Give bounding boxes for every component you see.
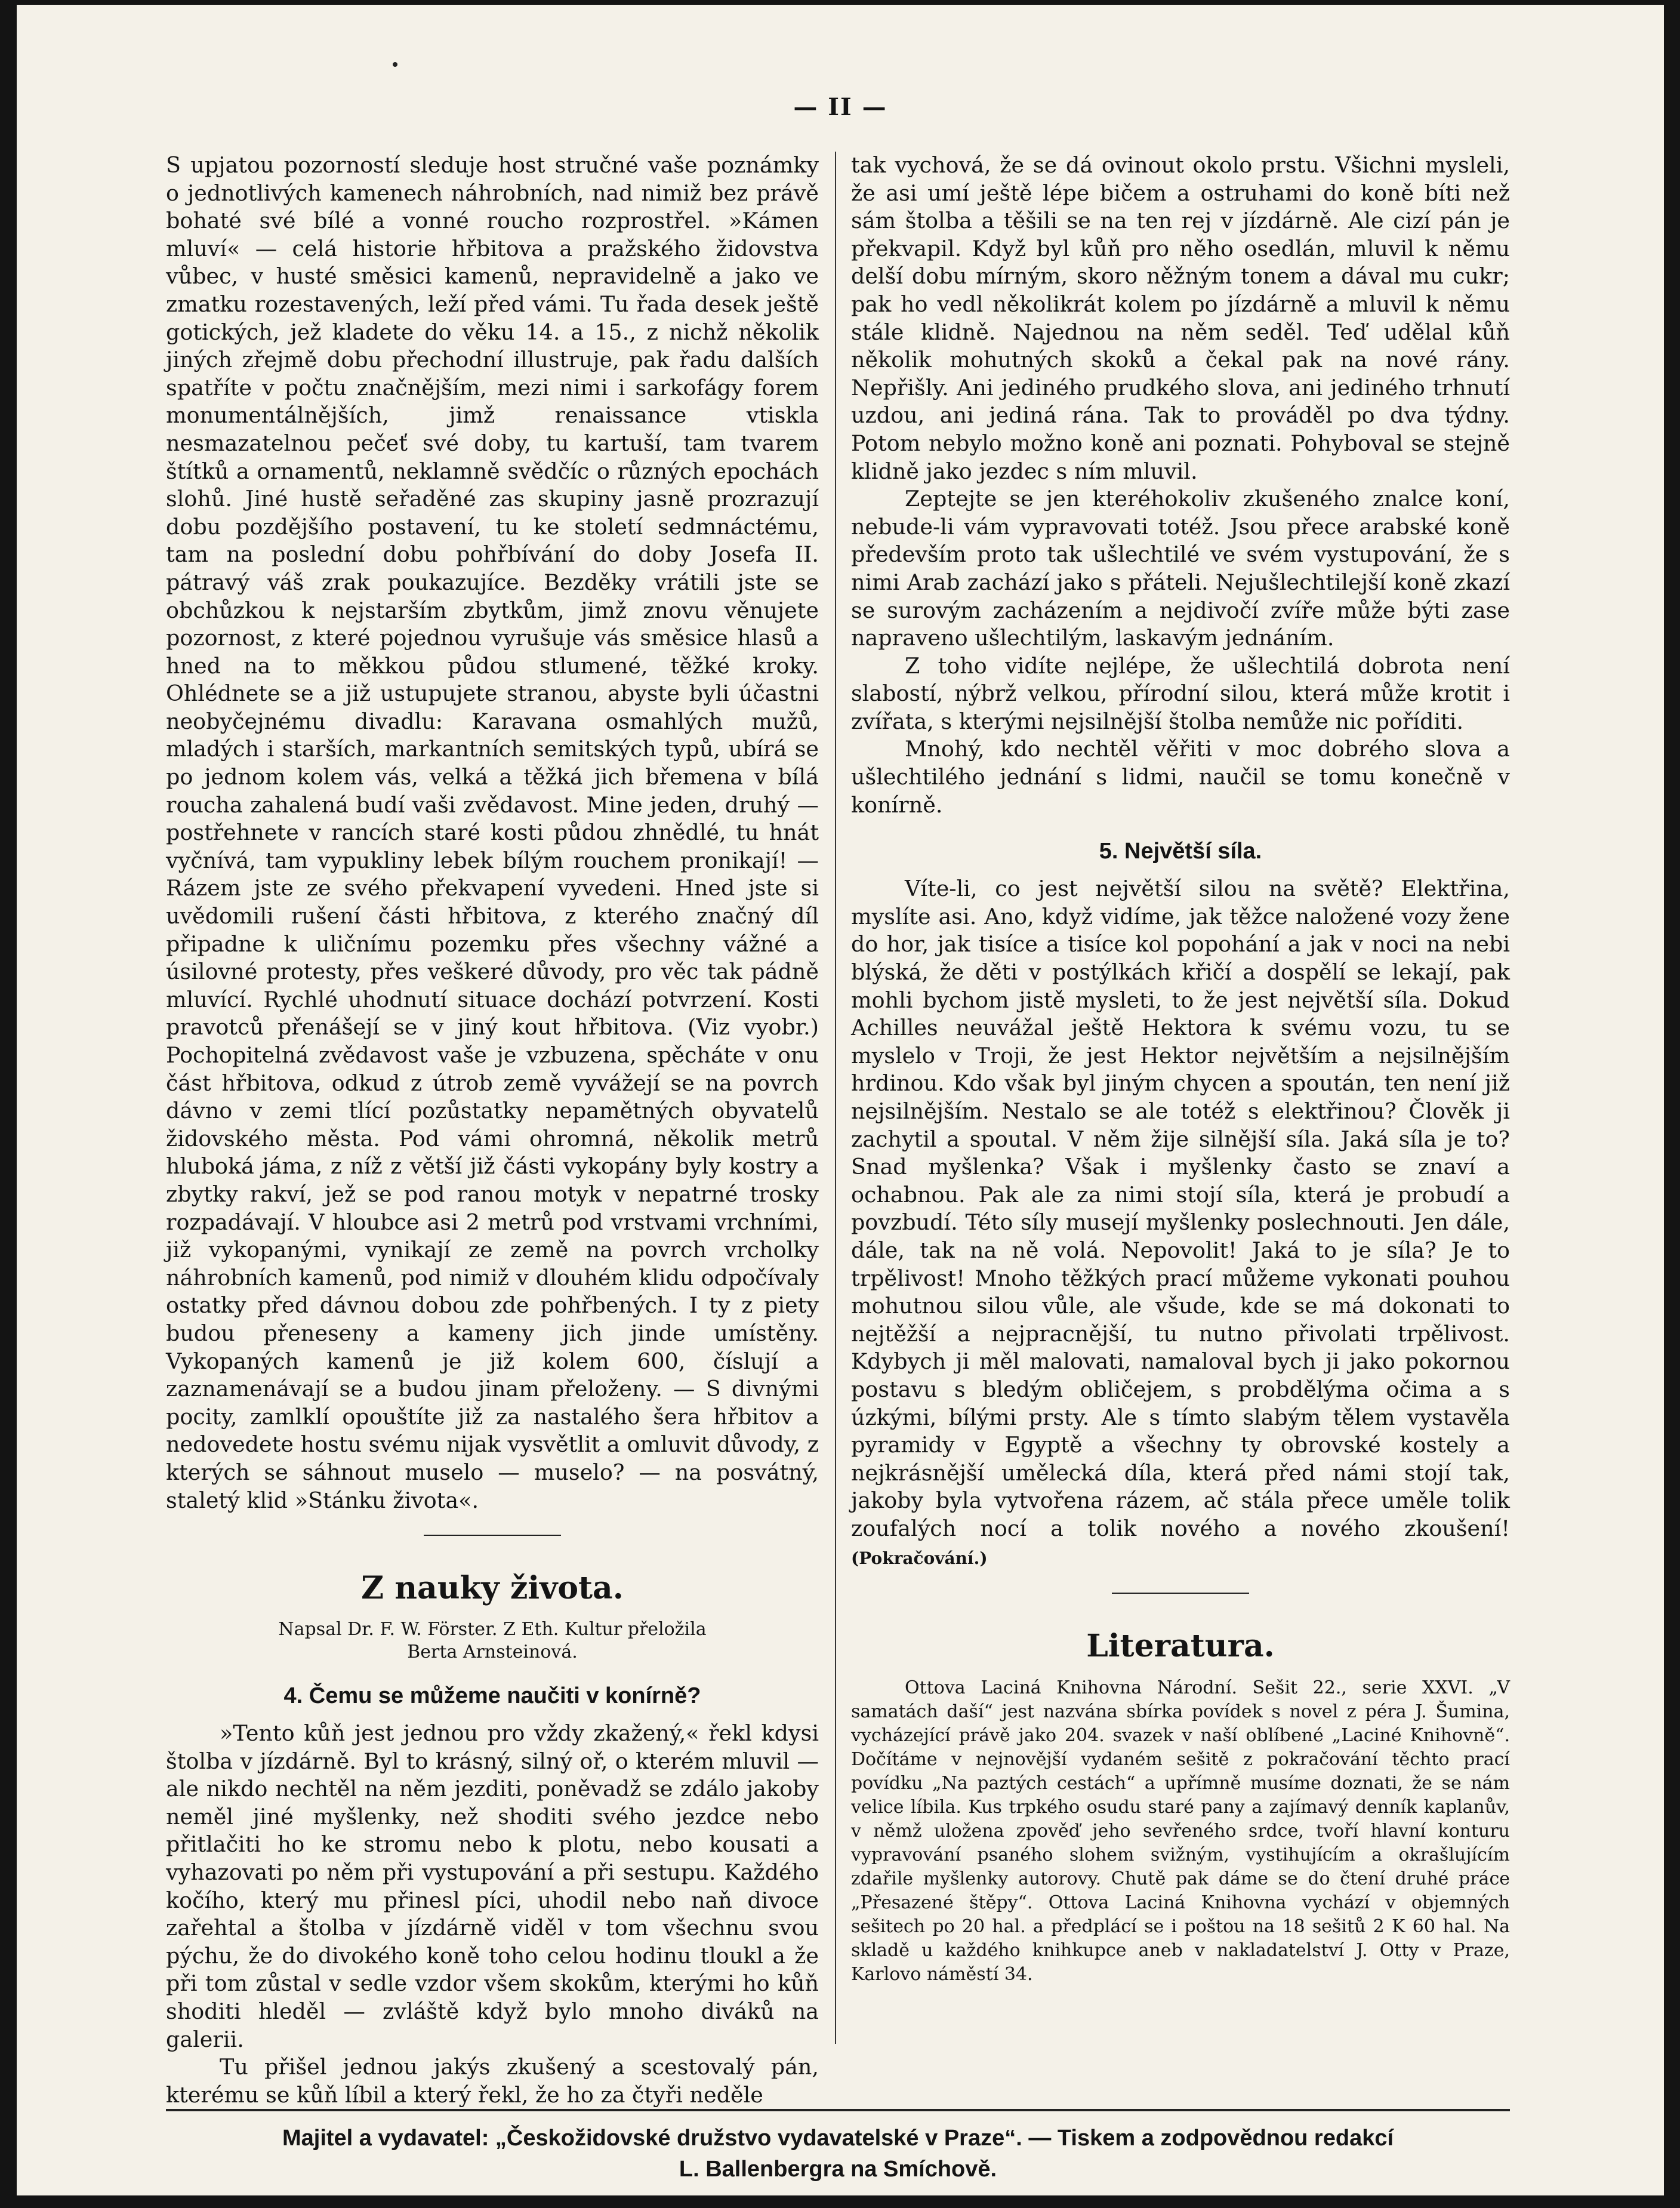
footer-printer: L. Ballenbergra na Smíchově. <box>679 2157 997 2182</box>
byline <box>166 1618 819 1664</box>
body-paragraph: Z toho vidíte nejlépe, že ušlechtilá dobrota není slabostí, nýbrž velkou, přírodní silou, která může krotit i zvířata, s kterými nejsilnější štolba nemůže nic poříditi. <box>851 652 1510 734</box>
body-paragraph: Mnohý, kdo nechtěl věřiti v moc dobrého slova a ušlechtilého jednání s lidmi, naučil se tomu konečně v konírně. <box>851 736 1510 818</box>
body-paragraph <box>851 875 1510 1572</box>
cemetery-paragraph: S upjatou pozorností sleduje host stručné vaše poznámky o jednotlivých kamenech náhrobních, nad nimiž bez právě bohaté své bílé a vonné roucho rozprostřel. »Kámen mluví« — celá historie hřbitova a pražského židovstva vůbec, v husté směsici kamenů, nepravidelně a jako ve zmatku rozestavených, leží před vámi. Tu řada desek ještě gotických, jež kladete do věku 14. a 15., z nichž několik jiných zřejmě dobu přechodní illustruje, pak řadu dalších spatříte v počtu značnějším, mezi nimi i sarkofágy forem monumentálnějších, jimž renaissance vtiskla nesmazatelnou pečeť své doby, tu kartuší, tam tvarem štítků a ornamentů, neklamně svědčíc o různých epochách slohů. Jiné hustě seřaděné zas skupiny jasně prozrazují dobu pozdějšího postavení, tu ke století sedmnáctému, tam na poslední dobu pohřbívání do doby Josefa II. pátravý váš zrak poukazujíce. Bezděky vrátili jste se obchůzkou k nejstarším zbytkům, jimž znovu věnujete pozornost, z které pojednou vyrušuje vás směsice hlasů a hned na to měkkou půdou stlumené, těžké kroky. Ohlédnete se a již ustupujete stranou, abyste byli účastni neobyčejnému divadlu: Karavana osmahlých mužů, mladých i starších, markantních semitských typů, ubírá se po jednom kolem vás, velká a těžká jich břemena v bílá roucha zahalená budí vaši zvědavost. Mine jeden, druhý — postřehnete v rancích staré kosti půdou zhnědlé, tu hnát vyčnívá, tam vypukliny lebek bílým rouchem pronikají! — Rázem jste ze svého překvapení vyvedeni. Hned jste si uvědomili rušení části hřbitova, z kterého značný díl připadne k uličnímu pozemku přes všechny vážné a úsilovné protesty, přes veškeré důvody, pro věc tak pádně mluvící. Rychlé uhodnutí situace dochází potvrzení. Kosti pravotců přenášejí se v jiný kout hřbitova. (Viz vyobr.) Pochopitelná zvědavost vaše je vzbuzena, spěcháte v onu část hřbitova, odkud z útrob země vyvážejí se na povrch dávno v zemi tlící pozůstatky nepamětných obyvatelů židovského města. Pod vámi ohromná, několik metrů hluboká jáma, z níž z větší již části vykopány byly kostry a zbytky rakví, jež se pod ranou motyk v nepatrné trosky rozpadávají. V hloubce asi 2 metrů pod vrstvami vrchními, již vykopanými, vynikají ze země na povrch vrcholky náhrobních kamenů, pod nimiž v dlouhém klidu odpočívaly ostatky před dávnou dobou zde pohřbených. I ty z piety budou přeneseny a kameny jich jinde umístěny. Vykopaných kamenů je již kolem 600, číslují a zaznamenávají se a budou jinam přeloženy. — S divnými pocity, zamlklí opouštíte již za nastalého šera hřbitov a nedovedete hostu svému nijak vysvětlit a omluvit důvody, z kterých se sáhnout muselo — muselo? — na posvátný, staletý klid »Stánku života«. <box>166 152 819 1513</box>
section-divider <box>1112 1593 1249 1594</box>
body-paragraph: Zeptejte se jen kteréhokoliv zkušeného znalce koní, nebude-li vám vypravovati totéž. Jsou přece arabské koně především proto tak ušlechtilé ve svém vystupování, že s nimi Arab zachází jako s přáteli. Nejušlechtilejší koně zkazí se surovým zacházením a nejdivočí zvíře může býti zase napraveno ušlechtilým, laskavým jednáním. <box>851 486 1510 651</box>
column-divider <box>835 152 836 2044</box>
left-column <box>166 152 819 2109</box>
footer-rule <box>166 2109 1510 2111</box>
body-paragraph: Tu přišel jednou jakýs zkušený a scestovalý pán, kterému se kůň líbil a který řekl, že ho za čtyři neděle <box>166 2054 819 2108</box>
ink-dot <box>393 62 397 67</box>
footer-publisher: Majitel a vydavatel: „Českožidovské družstvo vydavatelské v Praze“. — Tiskem a zodpovědnou redakcí <box>282 2126 1394 2151</box>
continued-note: (Pokračování.) <box>851 1548 988 1568</box>
body-paragraph: tak vychová, že se dá ovinout okolo prstu. Všichni mysleli, že asi umí ještě lépe bičem a ostruhami do koně bíti než sám štolba a těšili se na ten rej v jízdárně. Ale cizí pán je překvapil. Když byl kůň pro něho osedlán, mluvil k němu delší dobu mírným, skoro něžným tonem a dával mu cukr; pak ho vedl několikrát kolem po jízdárně a mluvil k němu stále klidně. Najednou na něm seděl. Teď udělal kůň několik mohutných skoků a čekal pak na nové rány. Nepřišly. Ani jediného prudkého slova, ani jediného trhnutí uzdou, ani jediná rána. Tak to prováděl po dva týdny. Potom nebylo možno koně ani poznati. Pohyboval se stejně klidně jako jezdec s ním mluvil. <box>851 152 1510 484</box>
literature-text: Ottova Laciná Knihovna Národní. Sešit 22., serie XXVI. „V samatách daší“ jest nazvána sbírka povídek s novel z péra J. Šumina, vycházející právě jako 204. svazek v naší oblíbené „Laciné Knihovně“. Dočítáme v nejnovější vydaném sešitě z pokračování těchto prací povídku „Na paztých cestách“ a upřímně musíme doznati, že se nám velice líbila. Kus trpkého osudu staré pany a zajímavý denník kaplanův, v němž uložena zpověď jeho sevřeného srdce, tvoří hlavní konturu vypravování psaného slohem svižným, vystihujícím a okrašlujícím zdařile myšlenky autorovy. Chutě pak dáme se do čtení druhé práce „Přesazené štěpy“. Ottova Laciná Knihovna vychází v objemných sešitech po 20 hal. a předplácí se i poštou na 18 sešitů 2 K 60 hal. Na skladě u každého knihkupce aneb v nakladatelství J. Otty v Praze, Karlovo náměstí 34. <box>851 1677 1510 1985</box>
greatest-force-text: Víte-li, co jest největší silou na světě? Elektřina, myslíte asi. Ano, když vidíme, jak těžce naložené vozy žene do hor, jak tisíce a tisíce kol popohání a jak v noci na nebi blýská, že děti v postýlkách křičí a dospělí se lekají, pak mohli bychom jistě mysleti, to že jest největší síla. Dokud Achilles neuvážal ještě Hektora k svému vozu, tu se myslelo v Troji, že jest Hektor největším a nejsilnějším hrdinou. Kdo však byl jiným chycen a spoután, ten není již nejsilnějším. Nestalo se ale totéž s elektřinou? Člověk ji zachytil a spoutal. V něm žije silnější síla. Jaká síla je to? Snad myšlenka? Však i myšlenky často se znaví a ochabnou. Pak ale za nimi stojí síla, která je probudí a povzbudí. Této síly musejí myšlenky poslechnouti. Jen dále, dále, tak na ně volá. Nepovolit! Jaká to je síla? Je to trpělivost! Mnoho těžkých prací můžeme vykonati pouhou mohutnou silou vůle, ale všude, kde se má dokonati to nejtěžší a nejpracnější, tu nutno přivolati trpělivost. Kdybych ji měl malovati, namaloval bych ji jako pokornou postavu s bledým obličejem, s probdělýma očima a s úzkými, bílými prsty. Ale s tímto slabým tělem vystavěla pyramidy v Egyptě a všechny ty obrovské kostely a nejkrásnější umělecká díla, která před námi stojí tak, jakoby byla vytvořena rázem, ač stála přece uměle tolik zoufalých nocí a tolik nového a nového zkoušení! <box>851 876 1510 1541</box>
section-divider <box>424 1535 561 1536</box>
newspaper-page <box>17 5 1664 2195</box>
article-title: Z nauky života. <box>361 1570 624 1607</box>
byline-translator: Berta Arnsteinová. <box>407 1642 578 1663</box>
page-number: — II — <box>793 93 887 121</box>
section-title-5: 5. Největší síla. <box>1099 839 1262 864</box>
footer <box>166 2123 1510 2185</box>
body-paragraph: »Tento kůň jest jednou pro vždy zkažený,« řekl kdysi štolba v jízdárně. Byl to krásný, silný oř, o kterém mluvil — ale nikdo nechtěl na něm jezditi, poněvadž se zdálo jakoby neměl jiné myšlenky, než shoditi svého jezdce nebo přitlačiti ho ke stromu nebo k plotu, nebo kousati a vyhazovati po něm při vystupování a při sestupu. Každého kočího, který mu přinesl píci, uhodil nebo naň divoce zařehtal a štolba v jízdárně viděl v tom všechnu svou pýchu, že do divokého koně toho celou hodinu tloukl a že při tom zůstal v sedle vzdor všem skokům, kterými ho kůň shoditi hleděl — zvláště když bylo mnoho diváků na galerii. <box>166 1720 819 2052</box>
right-column <box>851 152 1510 1987</box>
section-title-4: 4. Čemu se můžeme naučiti v konírně? <box>283 1683 701 1709</box>
byline-author: Napsal Dr. F. W. Förster. Z Eth. Kultur přeložila <box>278 1619 707 1640</box>
literature-title: Literatura. <box>1086 1628 1275 1665</box>
